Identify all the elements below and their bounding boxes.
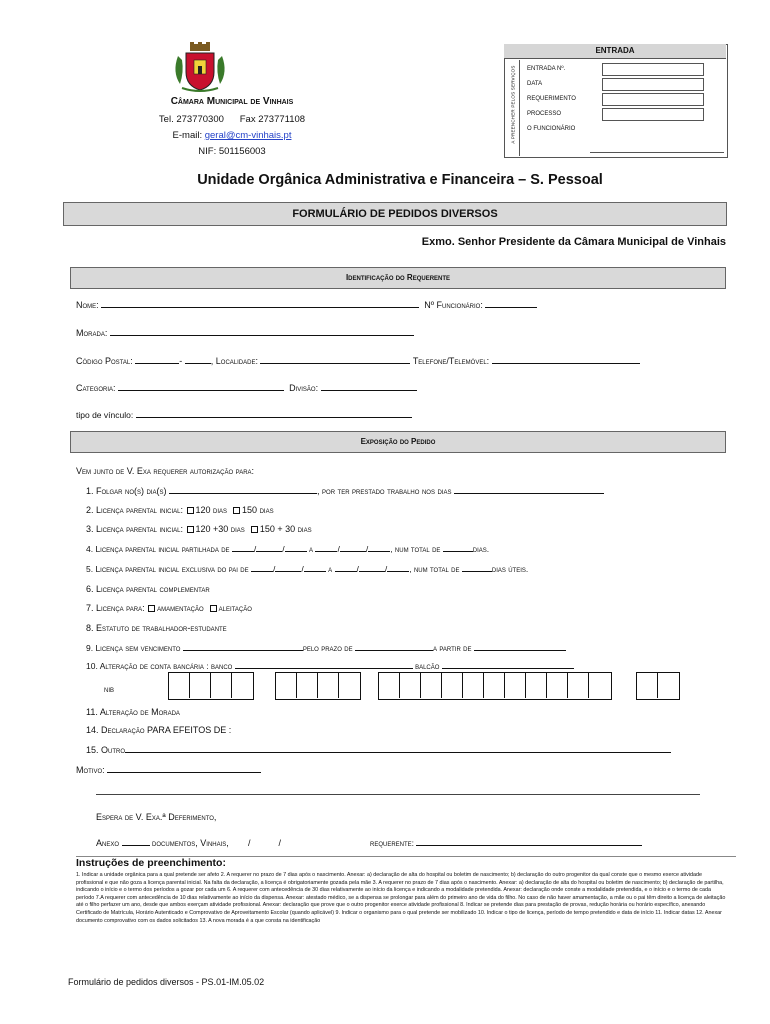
entrada-funcionario-label: O FUNCIONÁRIO bbox=[527, 126, 576, 132]
item-10-label: 10. Alteração de conta bancária : banco bbox=[86, 661, 233, 671]
motivo-line-2[interactable] bbox=[96, 794, 700, 795]
item-4-total-label: , num total de bbox=[390, 544, 441, 554]
anexo-documentos-label: documentos, Vinhais, bbox=[152, 838, 229, 848]
date-sep-2: / bbox=[278, 838, 282, 848]
item-4-from-year[interactable] bbox=[285, 551, 307, 552]
categoria-label: Categoria: bbox=[76, 383, 116, 393]
item-3-120-checkbox[interactable] bbox=[187, 526, 194, 533]
item-9-prazo-field[interactable] bbox=[355, 650, 433, 651]
tipo-vinculo-row bbox=[76, 410, 412, 420]
nib-cell-divider bbox=[296, 672, 297, 698]
outro-field[interactable] bbox=[125, 752, 671, 753]
addressee: Exmo. Senhor Presidente da Câmara Municipal de Vinhais bbox=[421, 236, 726, 248]
item-5-from-day[interactable] bbox=[251, 571, 273, 572]
nib-cell-divider bbox=[657, 672, 658, 698]
item-5-from-month[interactable] bbox=[275, 571, 301, 572]
unit-title: Unidade Orgânica Administrativa e Financeira – S. Pessoal bbox=[197, 172, 603, 188]
item-4-from-month[interactable] bbox=[256, 551, 282, 552]
motivo-row bbox=[76, 765, 261, 775]
divisao-label: Divisão: bbox=[289, 383, 319, 393]
amamentacao-checkbox[interactable] bbox=[148, 605, 155, 612]
nib-cell-divider bbox=[231, 672, 232, 698]
item-7 bbox=[86, 603, 252, 613]
instrucoes-text: 1. Indicar a unidade orgânica para a qual pretende ser afeto 2. A requerer no prazo de 7 dias após o nascimento. Anexar: a) declaração de alta do hospital ou boletim de nascimento; b) declaração do outro progenitor da qual conste que o mesmo exerce atividade profissional e que não goza a licença parental inicial. Na falta da declaração, a licença é obrigatoriamente gozada pela mãe 3. A requerer no prazo de 7 dias após o nascimento. Anexar: a) declaração de alta do hospital ou boletim de nascimento; b) declaração de partilha, indicando o início e o termo dos períodos a gozar por cada um 6. A requerer com antecedência de 30 dias relativamente ao início da licença e indicando a modalidade pretendida. Anexar: declaração onde conste a modalidade pretendida, e o início e o termo de cada período 7.A requerer com antecedência de 10 dias relativamente ao início da dispensa. Anexar: atestado médico, se a dispensa se prolongar para além do primeiro ano de vida do filho. No caso de não haver amamentação, a mãe ou o pai têm direito a licença de aleitação até o filho perfazer um ano, desde que ambos exerçam atividade profissional. Anexar: declaração que prove que o outro progenitor exerce atividade profissional 8. Indicar se pretende dias para prestação de provas, redução horária ou horário específico, anexando Certificado de Matrícula, Horário Autenticado e Comprovativo de Aproveitamento Escolar (quando aplicável) 9. Indicar o organismo para o qual pretende ser mobilizado 10. Indicar o tipo de licença, período de tempo pretendido e data de início 11. Indicar datas 12. Anexar documento comprovativo com os dados solicitados 13. A nova morada é a que consta na identificação bbox=[76, 872, 726, 924]
org-tel: Tel. 273770300 bbox=[158, 114, 224, 125]
n-funcionario-field[interactable] bbox=[485, 307, 537, 308]
nib-cell-divider bbox=[317, 672, 318, 698]
nome-field[interactable] bbox=[101, 307, 419, 308]
espera-deferimento: Espera de V. Exa.ª Deferimento, bbox=[96, 812, 217, 822]
amamentacao-label: amamentação bbox=[157, 603, 204, 613]
nib-cell-divider bbox=[338, 672, 339, 698]
trabalho-dias-field[interactable] bbox=[454, 493, 604, 494]
item-9-label: 9. Licença sem vencimento bbox=[86, 643, 181, 653]
item-2-150-checkbox[interactable] bbox=[233, 507, 240, 514]
entrada-data-label: DATA bbox=[527, 81, 543, 87]
item-3-150-checkbox[interactable] bbox=[251, 526, 258, 533]
item-5-to-month[interactable] bbox=[359, 571, 385, 572]
morada-row bbox=[76, 328, 414, 338]
requerente-signature-field[interactable] bbox=[416, 845, 642, 846]
entrada-funcionario-signature[interactable] bbox=[590, 152, 724, 153]
n-funcionario-label: Nº Funcionário: bbox=[424, 300, 483, 310]
item-4-a: a bbox=[309, 544, 314, 554]
item-5-label: 5. Licença parental inicial exclusiva do pai de bbox=[86, 564, 249, 574]
aleitacao-checkbox[interactable] bbox=[210, 605, 217, 612]
nib-group-3[interactable] bbox=[378, 672, 612, 700]
item-5-total-label: , num total de bbox=[409, 564, 460, 574]
item-3-150-label: 150 + 30 dias bbox=[259, 524, 312, 534]
org-nif: NIF: 501156003 bbox=[198, 146, 266, 157]
nib-cell-divider bbox=[525, 672, 526, 698]
org-phone-fax bbox=[122, 114, 342, 125]
item-14: 14. Declaração PARA EFEITOS DE : bbox=[86, 725, 232, 735]
nib-cell-divider bbox=[483, 672, 484, 698]
entrada-processo-label: PROCESSO bbox=[527, 111, 562, 117]
nib-cell-divider bbox=[567, 672, 568, 698]
nib-cell-divider bbox=[210, 672, 211, 698]
email-link[interactable]: geral@cm-vinhais.pt bbox=[204, 130, 292, 141]
categoria-field[interactable] bbox=[118, 390, 284, 391]
entrada-side-text: A PREENCHER PELOS SERVIÇOS bbox=[510, 65, 516, 144]
entrada-requerimento-label: REQUERIMENTO bbox=[527, 96, 576, 102]
nib-group-1[interactable] bbox=[168, 672, 254, 700]
municipal-crest-icon bbox=[170, 42, 230, 94]
item-2-120-checkbox[interactable] bbox=[187, 507, 194, 514]
nib-cell-divider bbox=[462, 672, 463, 698]
telefone-field[interactable] bbox=[492, 363, 640, 364]
entrada-requerimento-field[interactable] bbox=[602, 93, 704, 106]
nib-cell-divider bbox=[441, 672, 442, 698]
anexo-row bbox=[96, 838, 290, 848]
nib-cell-divider bbox=[189, 672, 190, 698]
codigo-postal-field-2[interactable] bbox=[185, 363, 211, 364]
item-6: 6. Licença parental complementar bbox=[86, 584, 210, 594]
org-name: Câmara Municipal de Vinhais bbox=[170, 96, 294, 107]
item-5-to-day[interactable] bbox=[335, 571, 357, 572]
nome-row bbox=[76, 300, 537, 310]
email-label: E-mail: bbox=[172, 130, 203, 141]
telefone-label: Telefone/Telemóvel: bbox=[412, 356, 490, 366]
entrada-title: ENTRADA bbox=[504, 44, 726, 59]
entrada-side-label bbox=[505, 60, 520, 156]
item-4-label: 4. Licença parental inicial partilhada de bbox=[86, 544, 230, 554]
folgar-dias-field[interactable] bbox=[169, 493, 317, 494]
instrucoes-title: Instruções de preenchimento: bbox=[76, 857, 226, 869]
item-2-label: 2. Licença parental inicial: bbox=[86, 505, 183, 515]
nib-group-4[interactable] bbox=[636, 672, 680, 700]
nib-cell-divider bbox=[546, 672, 547, 698]
entrada-numero-label: ENTRADA Nº. bbox=[527, 66, 566, 72]
anexo-label: Anexo bbox=[96, 838, 120, 848]
nib-cell-divider bbox=[504, 672, 505, 698]
item-4-from-day[interactable] bbox=[232, 551, 254, 552]
item-4-to-day[interactable] bbox=[315, 551, 337, 552]
item-9-prazo-label: pelo prazo de bbox=[302, 643, 353, 653]
entrada-numero-field[interactable] bbox=[602, 63, 704, 76]
entrada-data-field[interactable] bbox=[602, 78, 704, 91]
categoria-row bbox=[76, 383, 417, 393]
exposicao-intro: Vem junto de V. Exa requerer autorização para: bbox=[76, 466, 255, 476]
nome-label: Nome: bbox=[76, 300, 99, 310]
item-1-label-b: , por ter prestado trabalho nos dias bbox=[317, 486, 452, 496]
item-10 bbox=[86, 661, 574, 671]
org-email-line bbox=[122, 130, 342, 141]
item-2-150-label: 150 dias bbox=[242, 505, 274, 515]
nib-cell-divider bbox=[588, 672, 589, 698]
item-2-120-label: 120 dias bbox=[195, 505, 228, 515]
org-fax: Fax 273771108 bbox=[239, 114, 306, 125]
codigo-postal-row: Código Postal: - , Localidade: Telefone/Telemóvel: bbox=[76, 356, 640, 366]
entrada-processo-field[interactable] bbox=[602, 108, 704, 121]
item-7-label: 7. Licença para: bbox=[86, 603, 145, 613]
item-5: 5. Licença parental inicial exclusiva do pai de / / a / / , num total de dias úteis. bbox=[86, 564, 529, 574]
divisao-field[interactable] bbox=[321, 390, 417, 391]
item-9-partir-label: a partir de bbox=[432, 643, 472, 653]
item-15-label: 15. Outro bbox=[86, 745, 126, 755]
nib-group-2[interactable] bbox=[275, 672, 361, 700]
item-11: 11. Alteração de Morada bbox=[86, 707, 180, 717]
item-1-label: 1. Folgar no(s) dia(s) bbox=[86, 486, 167, 496]
balcao-field[interactable] bbox=[442, 668, 574, 669]
nib-label: nib bbox=[104, 684, 115, 694]
item-15 bbox=[86, 745, 671, 755]
morada-field[interactable] bbox=[110, 335, 414, 336]
requerente-label: requerente: bbox=[370, 838, 415, 848]
date-sep-1: / bbox=[248, 838, 251, 848]
footer-text: Formulário de pedidos diversos - PS.01-IM.05.02 bbox=[68, 977, 265, 987]
item-5-a: a bbox=[328, 564, 333, 574]
item-5-from-year[interactable] bbox=[304, 571, 326, 572]
localidade-label: Localidade: bbox=[215, 356, 258, 366]
motivo-label: Motivo: bbox=[76, 765, 105, 775]
tipo-vinculo-field[interactable] bbox=[136, 417, 412, 418]
item-9 bbox=[86, 643, 566, 653]
motivo-field[interactable] bbox=[107, 772, 261, 773]
banco-field[interactable] bbox=[235, 668, 413, 669]
item-3 bbox=[86, 524, 312, 534]
anexo-count-field[interactable] bbox=[122, 845, 150, 846]
codigo-postal-label: Código Postal: bbox=[76, 356, 133, 366]
item-3-120-label: 120 +30 dias bbox=[195, 524, 245, 534]
item-4-dias: dias. bbox=[472, 544, 490, 554]
item-4-to-year[interactable] bbox=[368, 551, 390, 552]
form-title: FORMULÁRIO DE PEDIDOS DIVERSOS bbox=[63, 202, 727, 226]
tipo-vinculo-label: tipo de vínculo: bbox=[76, 410, 134, 420]
codigo-postal-field-1[interactable] bbox=[135, 363, 179, 364]
localidade-field[interactable] bbox=[260, 363, 410, 364]
requerente-row bbox=[370, 838, 642, 848]
item-5-to-year[interactable] bbox=[387, 571, 409, 572]
item-8: 8. Estatuto de trabalhador-estudante bbox=[86, 623, 227, 633]
item-2 bbox=[86, 505, 274, 515]
nib-cell-divider bbox=[420, 672, 421, 698]
item-5-total-field[interactable] bbox=[462, 571, 492, 572]
item-4-total-field[interactable] bbox=[443, 551, 473, 552]
item-1 bbox=[86, 486, 604, 496]
section-identificacao: Identificação do Requerente bbox=[70, 267, 726, 289]
section-exposicao: Exposição do Pedido bbox=[70, 431, 726, 453]
item-4: 4. Licença parental inicial partilhada de / / a / / , num total de dias. bbox=[86, 544, 490, 554]
item-5-dias: dias úteis. bbox=[491, 564, 529, 574]
aleitacao-label: aleitação bbox=[218, 603, 252, 613]
item-9-partir-field[interactable] bbox=[474, 650, 566, 651]
nib-cell-divider bbox=[399, 672, 400, 698]
morada-label: Morada: bbox=[76, 328, 108, 338]
item-3-label: 3. Licença parental inicial: bbox=[86, 524, 183, 534]
item-9-field[interactable] bbox=[183, 650, 303, 651]
balcao-label: balcão bbox=[415, 661, 440, 671]
item-4-to-month[interactable] bbox=[340, 551, 366, 552]
